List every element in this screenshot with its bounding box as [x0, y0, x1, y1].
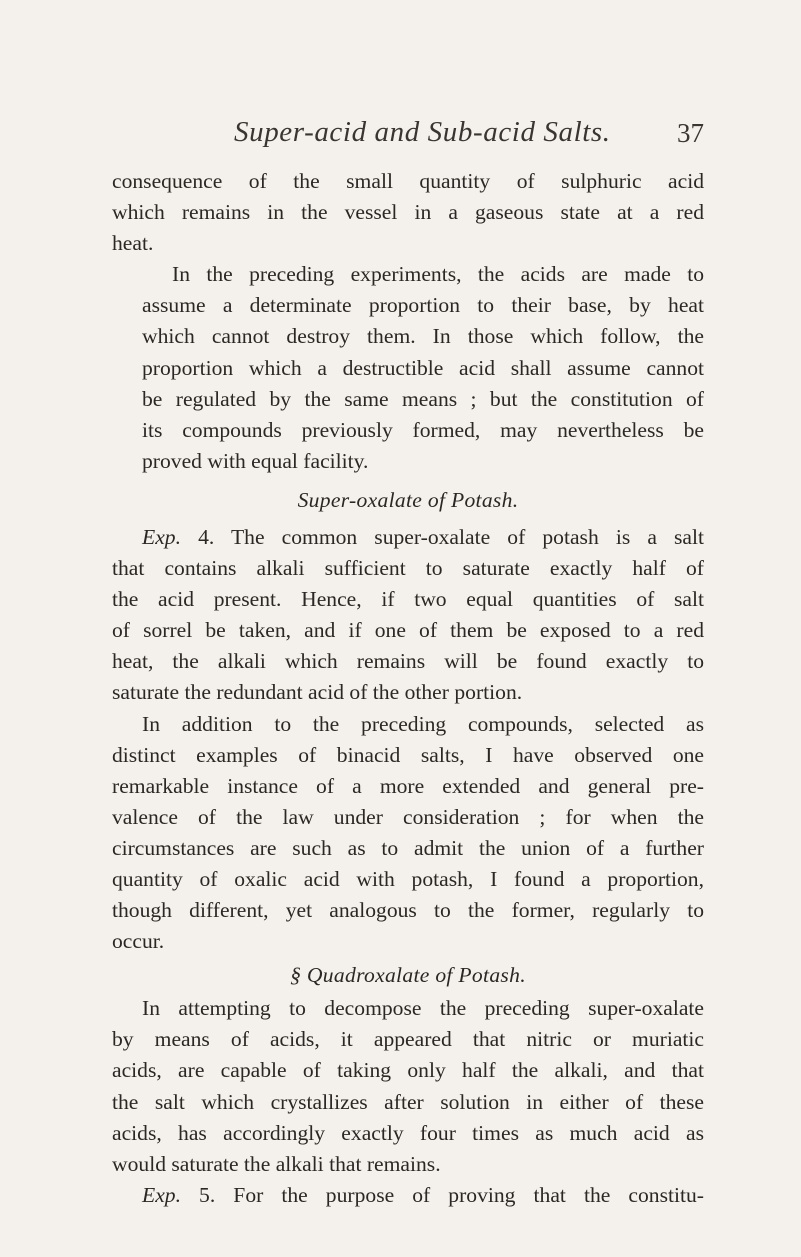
text-line: proportion which a destructible acid shall assume cannot [142, 355, 704, 380]
text-line [112, 1180, 704, 1211]
section-heading-text: Quadroxalate of Potash. [306, 963, 526, 988]
section-mark: § [290, 963, 302, 988]
text-line: its compounds previously formed, may nevertheless be [142, 417, 704, 442]
text-fragment: 4. The common super-oxalate of potash is a salt [180, 524, 704, 549]
text-line: valence of the law under consideration ; for when the [112, 804, 704, 829]
paragraph-5 [112, 993, 704, 1180]
text-fragment: 5. For the purpose of proving that the constitu- [180, 1182, 704, 1207]
text-line: In the preceding experiments, the acids are made to [172, 262, 704, 287]
text-line: In attempting to decompose the preceding super-oxalate [142, 996, 704, 1021]
text-line: proved with equal facility. [142, 448, 369, 473]
text-line: occur. [112, 929, 165, 954]
text-line: acids, has accordingly exactly four times as much acid as [112, 1120, 704, 1145]
paragraph-4 [112, 709, 704, 958]
text-line [112, 522, 704, 553]
text-line: the acid present. Hence, if two equal quantities of salt [112, 587, 704, 612]
text-line: heat, the alkali which remains will be found exactly to [112, 649, 704, 674]
body-text [112, 166, 704, 1211]
paragraph-3 [112, 522, 704, 709]
running-header [234, 116, 704, 156]
text-line: In addition to the preceding compounds, selected as [142, 711, 704, 736]
page-number: 37 [677, 118, 704, 148]
text-line: acids, are capable of taking only half the alkali, and that [112, 1058, 704, 1083]
exp-label: Exp. [142, 1182, 181, 1207]
text-line: the salt which crystallizes after solution in either of these [112, 1089, 704, 1114]
text-line: circumstances are such as to admit the union of a further [112, 835, 704, 860]
text-line: distinct examples of binacid salts, I have observed one [112, 742, 704, 767]
text-line: quantity of oxalic acid with potash, I found a proportion, [112, 866, 704, 891]
paragraph-6 [112, 1180, 704, 1211]
text-line: which cannot destroy them. In those which follow, the [142, 324, 704, 349]
text-line: heat. [112, 231, 154, 256]
text-line: of sorrel be taken, and if one of them be exposed to a red [112, 618, 704, 643]
section-heading-quadroxalate [112, 960, 704, 991]
text-line: remarkable instance of a more extended and general pre- [112, 773, 704, 798]
section-heading-super-oxalate: Super-oxalate of Potash. [297, 487, 519, 512]
running-title: Super-acid and Sub-acid Salts. [234, 116, 611, 148]
text-line: saturate the redundant acid of the other portion. [112, 680, 523, 705]
text-line: consequence of the small quantity of sulphuric acid [112, 169, 704, 193]
text-line: which remains in the vessel in a gaseous state at a red [112, 200, 704, 225]
text-line: would saturate the alkali that remains. [112, 1151, 441, 1176]
text-line: though different, yet analogous to the former, regularly to [112, 898, 704, 923]
paragraph-2 [112, 259, 704, 477]
text-line: that contains alkali sufficient to saturate exactly half of [112, 556, 704, 581]
text-line: by means of acids, it appeared that nitric or muriatic [112, 1027, 704, 1052]
exp-label: Exp. [142, 524, 181, 549]
text-line: assume a determinate proportion to their base, by heat [142, 293, 704, 318]
text-line: be regulated by the same means ; but the constitution of [142, 386, 704, 411]
paragraph-1 [112, 166, 704, 259]
